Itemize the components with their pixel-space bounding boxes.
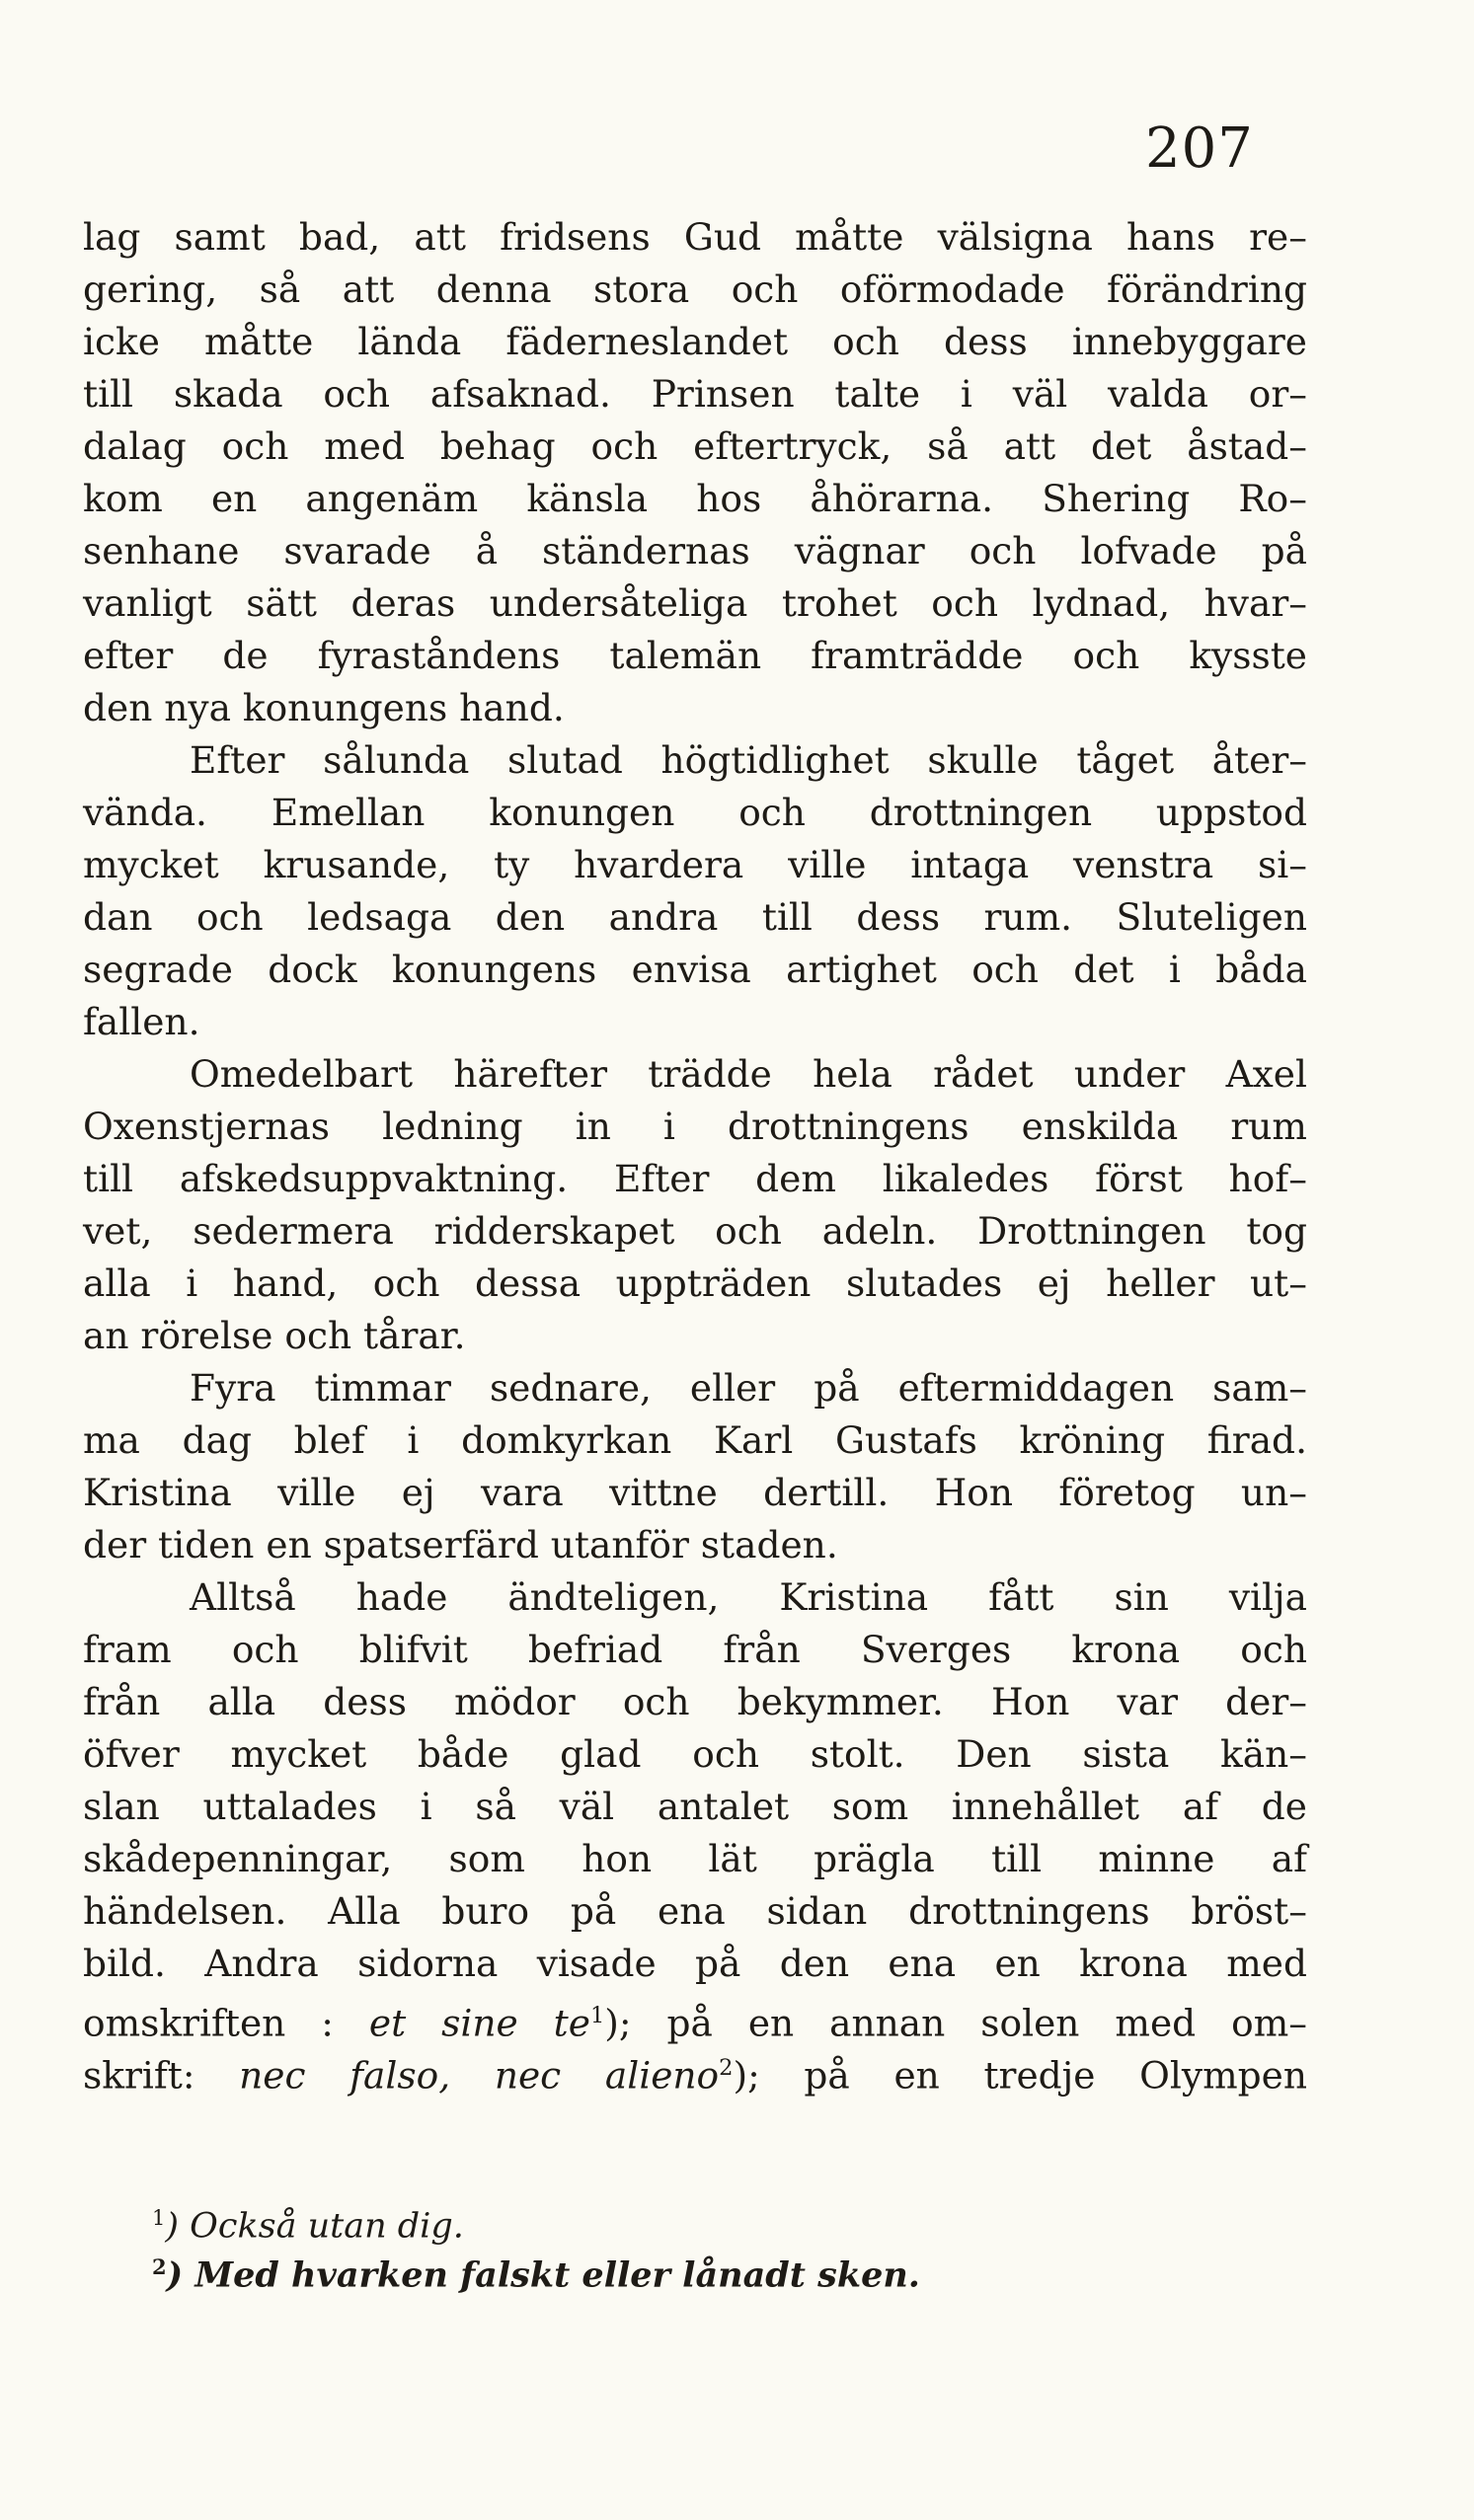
text-line: slan uttalades i så väl antalet som innehållet af de [83,1785,1307,1828]
footnote-text: Också utan dig. [190,2206,464,2247]
text-line: lag samt bad, att fridsens Gud måtte välsigna hans re– [83,215,1307,259]
text-line: Omedelbart härefter trädde hela rådet under Axel [190,1052,1307,1096]
text-line: fram och blifvit befriad från Sverges krona och [83,1628,1307,1671]
footnote: $^1$) Också utan dig. [152,2206,464,2247]
text-line: till afskedsuppvaktning. Efter dem likaledes först hof– [83,1157,1307,1200]
text-line: efter de fyraståndens talemän framträdde och kysste [83,634,1307,677]
footnotes [152,2193,1238,2296]
text-line: Fyra timmar sednare, eller på eftermiddagen sam– [190,1366,1307,1410]
text-line: alla i hand, och dessa uppträden slutades ej heller ut– [83,1261,1307,1305]
text-line: vet, sedermera ridderskapet och adeln. Drottningen tog [83,1209,1307,1253]
text-line: vända. Emellan konungen och drottningen uppstod [83,791,1307,834]
text-line: händelsen. Alla buro på ena sidan drottningens bröst– [83,1889,1307,1933]
text-line: mycket krusande, ty hvardera ville intaga venstra si– [83,843,1307,886]
text-line-with-motto-1 [83,1990,1307,2045]
text-line: dalag och med behag och eftertryck, så att det åstad– [83,424,1307,468]
text-line: till skada och afsaknad. Prinsen talte i väl valda or– [83,372,1307,416]
text-line: segrade dock konungens envisa artighet och det i båda [83,948,1307,991]
motto-text: nec falso, nec alieno [239,2053,720,2098]
line-text: skrift: [83,2053,240,2098]
page-number: 207 [1145,116,1254,181]
line-text: omskriften : [83,2001,369,2045]
motto-text: et sine te [368,2001,590,2045]
footnote-text: Med hvarken falskt eller lånadt sken. [194,2254,920,2296]
text-line: Efter sålunda slutad högtidlighet skulle tåget åter– [190,738,1307,782]
text-line-with-motto-2 [83,2042,1307,2098]
line-text: ); på en annan solen med om– [604,2001,1307,2045]
text-line: gering, så att denna stora och oförmodade förändring [83,267,1307,311]
text-line: der tiden en spatserfärd utanför staden. [83,1523,838,1566]
text-line: öfver mycket både glad och stolt. Den sista kän– [83,1732,1307,1776]
text-line: skådepenningar, som hon lät prägla till minne af [83,1837,1307,1880]
footnote-ref: 2 [719,2055,734,2081]
footnote-mark: 1 [152,2206,166,2230]
text-line: bild. Andra sidorna visade på den ena en krona med [83,1942,1307,1985]
text-line: icke måtte lända fäderneslandet och dess innebyggare [83,320,1307,363]
text-line: senhane svarade å ständernas vägnar och lofvade på [83,529,1307,573]
text-line: Oxenstjernas ledning in i drottningens enskilda rum [83,1105,1307,1148]
footnote: $^2$) Med hvarken falskt eller lånadt sken. [152,2254,920,2296]
body-text [83,211,1307,2098]
text-line: kom en angenäm känsla hos åhörarna. Shering Ro– [83,477,1307,520]
text-line: från alla dess mödor och bekymmer. Hon var der– [83,1680,1307,1723]
line-text: ); på en tredje Olympen [733,2053,1307,2098]
text-line: an rörelse och tårar. [83,1314,466,1357]
footnote-mark: 2 [152,2254,167,2279]
text-line: den nya konungens hand. [83,686,565,729]
text-line: dan och ledsaga den andra till dess rum. Sluteligen [83,895,1307,939]
text-line: vanligt sätt deras undersåteliga trohet och lydnad, hvar– [83,581,1307,625]
text-line: fallen. [83,1000,200,1043]
text-line: ma dag blef i domkyrkan Karl Gustafs kröning firad. [83,1418,1307,1462]
text-line: Kristina ville ej vara vittne dertill. Hon företog un– [83,1471,1307,1514]
text-line: Alltså hade ändteligen, Kristina fått sin vilja [190,1575,1307,1619]
footnote-ref: 1 [589,2003,605,2028]
